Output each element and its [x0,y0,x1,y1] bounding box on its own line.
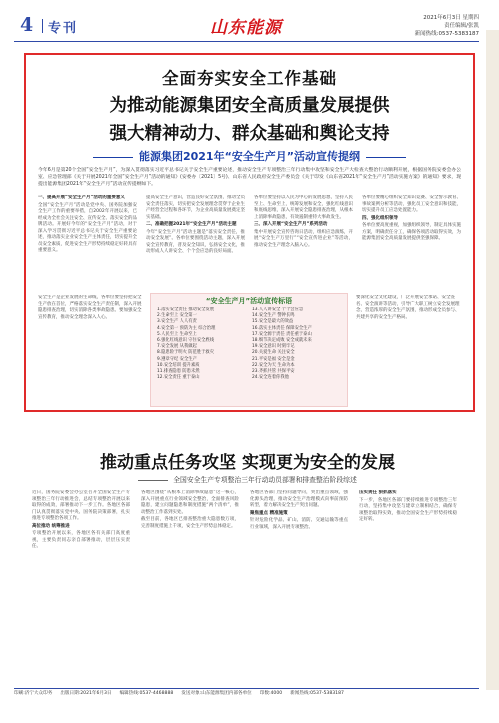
section-heading: 一、提高开展“安全生产月”活动的重要意义 [38,195,125,200]
article-right-text: 要深化安全文化建设，广泛开展安全承诺、安全签名、安全演讲等活动，引导广大职工树立安全发展理念，营造浓厚的安全生产氛围，推动形成全员参与、共建共享的安全生产格局。 [356,295,460,320]
bottom-article [24,414,471,686]
slogan-item: 7.安全发展 从我做起 [157,344,197,350]
slogan-item: 20.关爱生命 关注安全 [252,350,295,356]
paragraph: 下一步，各地区各部门要持续推进专项整治三年行动，坚持集中攻坚与建章立制相结合，确保专项整治取得实效，推动全国安全生产形势持续稳定好转。 [359,497,457,522]
paragraph: 各单位要高度重视，加强组织领导，制定具体实施方案，明确责任分工，确保各项活动取得实效，为能源集团安全高质量发展提供坚强保障。 [362,223,461,241]
bottom-headline: 推动重点任务攻坚 实现更为安全的发展 [100,453,395,473]
bottom-subhead: 全国安全生产专项整治三年行动动员部署和排查整治阶段综述 [24,474,471,484]
footer-item: 编辑热线:0537-4468888 [119,691,174,696]
editor-line: 责任编辑/张凯 [444,23,479,29]
slogan-title: “安全生产月”活动宣传标语 [205,297,293,305]
paragraph: 各地区各部门坚持问题导向，突出重点领域，强化源头治理，推动安全生产治理模式向事前预防转型，着力解决安全生产突出问题。 [250,490,348,508]
slogan-item: 1.落实安全责任 推动安全发展 [157,307,215,312]
page-number: 4 [20,14,34,36]
headline-line1: 全面夯实安全工作基础 [162,69,337,88]
top-article [24,53,475,412]
article-left-text: 安全生产是企业发展的生命线，各单位要坚持把安全生产放在首位，严格落实安全生产责任制，深入开展隐患排查治理，切实消除各类事故隐患。要加强安全宣传教育，推动安全理念深入人心。 [38,295,142,320]
slogan-item: 15.安全是最大的效益 [252,319,294,325]
date-line: 2021年6月3日 星期四 [423,15,479,21]
slogan-item: 10.安全培训 提升素质 [157,362,200,368]
slogan-item: 2.生命至上 安全第一 [157,313,197,319]
slogan-item: 21.平安是福 安全是金 [252,356,295,362]
bottom-column-1 [32,490,130,680]
slogan-item: 5.人民至上 生命至上 [157,331,197,337]
footer [14,690,479,697]
masthead [14,12,479,40]
masthead-info [415,14,479,38]
slogan-item: 4.安全第一 预防为主 综合治理 [157,325,216,331]
bottom-column-2 [141,490,239,680]
slogan-item: 3.安全生产 人人有责 [157,319,197,325]
footer-rule [14,688,479,689]
section-heading: 四、强化组织领导 [362,215,398,221]
slogan-item: 24.安全连着你我他 [252,375,289,381]
section-heading: 高位推动 统筹推进 [32,523,70,529]
slogan-item: 9.遵章守纪 安全生产 [157,356,197,362]
paragraph: 全国“安全生产月”活动是党中央、国务院加强安全生产工作的重要举措，自2002年开展以来，已经成为全社会关注安全、宣传安全、落实安全的品牌活动。开展好今年的“安全生产月”活动，对于深入学习贯彻习近平总书记关于安全生产重要论述，推动落实企业安全生产主体责任，切实提升全员安全素质，促进安全生产形势持续稳定好转具有重要意义。 [38,202,137,253]
headline-line3: 强大精神动力、群众基础和舆论支持 [109,124,390,144]
paragraph: 集中开展安全宣传咨询日活动，组织应急演练，开展“安全生产万里行”“安全宣传进企业”等活动，推动安全生产理念入脑入心。 [254,229,353,248]
paragraph: 针对危险化学品、矿山、消防、交通运输等重点行业领域，深入开展专项整治。 [250,518,348,530]
bottom-column-4 [359,490,457,680]
headline-line2: 为推动能源集团安全高质量发展提供 [109,96,390,116]
paragraph: 近日，国务院安委会办公室召开全国安全生产专项整治三年行动推进会，总结专项整治开展以来取得的成效，部署推动下一步工作。各地区各部门认真贯彻落实党中央、国务院决策部署，扎实推进专项整治各项工作。 [32,490,130,521]
slogan-item: 8.隐患险于明火 防范胜于救灾 [157,350,215,356]
masthead-rule [14,41,479,42]
article-column-1 [38,195,137,287]
slogan-item: 16.落实主体责任 保障安全生产 [252,325,312,331]
paragraph: 专项整治开展以来，各地区各有关部门高度重视，主要负责同志亲自部署推动，层层压实责任。 [32,531,130,549]
article-column-4 [362,195,461,287]
section-name: 专刊 [48,21,79,36]
paragraph: 提高安全生产意识，营造良好安全氛围，推动全员安全责任落实，切实把安全发展理念贯穿于企业生产经营全过程和各环节，为企业高质量发展奠定坚实基础。 [146,195,245,220]
article-columns [38,195,461,287]
phone-line: 新闻热线:0537-5383187 [414,31,479,37]
masthead-divider [42,19,43,33]
paragraph: 今年“安全生产月”活动主题是“落实安全责任，推动安全发展”。各单位要围绕活动主题，深入开展安全宣传教育，普及安全知识，弘扬安全文化，推动形成人人讲安全、个个会应急的良好局面。 [146,229,245,254]
footer-item: 发送对象:山东能源集团内部各单位 [181,691,252,696]
article-column-3 [254,195,353,287]
footer-item: 出版日期:2021年6月3日 [60,691,112,696]
paragraph: 截至目前，各地区已排查整治重大隐患数万项，完善制度措施上千项，安全生产形势总体稳定。 [141,517,239,529]
page-edge [486,30,499,690]
paragraph: 各地区围绕“从根本上消除事故隐患”这一核心，深入开展重点行业领域安全整治，全面排查风险隐患，建立问题隐患和制度措施“两个清单”，推动整治工作落到实处。 [141,490,239,515]
article-subhead: 能源集团2021年“安全生产月”活动宣传提纲 [26,148,473,164]
section-heading: 二、准确把握2021年“安全生产月”活动主题 [146,222,237,227]
slogan-item: 23.齐抓共管 共保平安 [252,369,295,375]
slogan-item: 17.安全源于责任 责任重于泰山 [252,331,312,337]
footer-item: 印数:4000 [259,691,283,696]
article-column-2 [146,195,245,287]
footer-item: 新闻热线:0537-5383187 [290,691,344,696]
section-heading: 压实责任 狠抓落实 [359,490,397,495]
paragraph: 各单位要坚持以人民为中心的发展思想，坚持人民至上、生命至上，统筹发展和安全，强化红线意识和底线思维，深入开展安全隐患排查治理，从根本上消除事故隐患，有效遏制重特大事故发生。 [254,195,353,220]
slogan-item: 22.安全为天 生命为本 [252,362,295,368]
slogan-item: 11.排查隐患 防患未然 [157,369,200,375]
slogan-item: 14.安全生产 警钟长鸣 [252,313,295,319]
footer-item: 印刷:济宁大众印务 [14,691,53,696]
slogan-item: 18.细节决定成败 安全成就未来 [252,338,312,344]
slogan-list-right [252,307,344,381]
slogan-item: 12.安全责任 重于泰山 [157,375,200,381]
slogan-item: 19.安全意识 时刻牢记 [252,344,295,350]
section-heading: 三、深入开展“安全生产月”系列活动 [254,222,328,227]
slogan-item: 13.人人讲安全 个个会应急 [252,307,304,312]
article-lead: 今年6月是第20个全国“安全生产月”，为深入贯彻落实习近平总书记关于安全生产重要论述，推动安全生产专项整治三年行动集中攻坚和安全生产大检查大整治行动顺利开展，根据国务院安委会办公室、应急管理部《关于开展2021年全国“安全生产月”活动的通知》(安委办〔2021〕5号)、山东省人民政府安全生产委员会《关于印发《山东省2021年“安全生产月”活动实施方案》的通知》要求，现提出能源集团2021年“安全生产月”活动宣传提纲如下。 [38,168,461,187]
paragraph: 各单位要精心组织安全知识竞赛、安全警示教育、事故案例分析等活动，强化员工安全意识和技能，切实提升员工应急处置能力。 [362,195,461,213]
bottom-column-3 [250,490,348,680]
slogan-list-left [157,307,249,381]
newspaper-logo: 山东能源 [210,18,282,38]
section-heading: 聚焦重点 精准施策 [250,510,288,516]
slogan-panel [150,293,348,407]
slogan-item: 6.强化红线意识 守住安全底线 [157,338,215,344]
